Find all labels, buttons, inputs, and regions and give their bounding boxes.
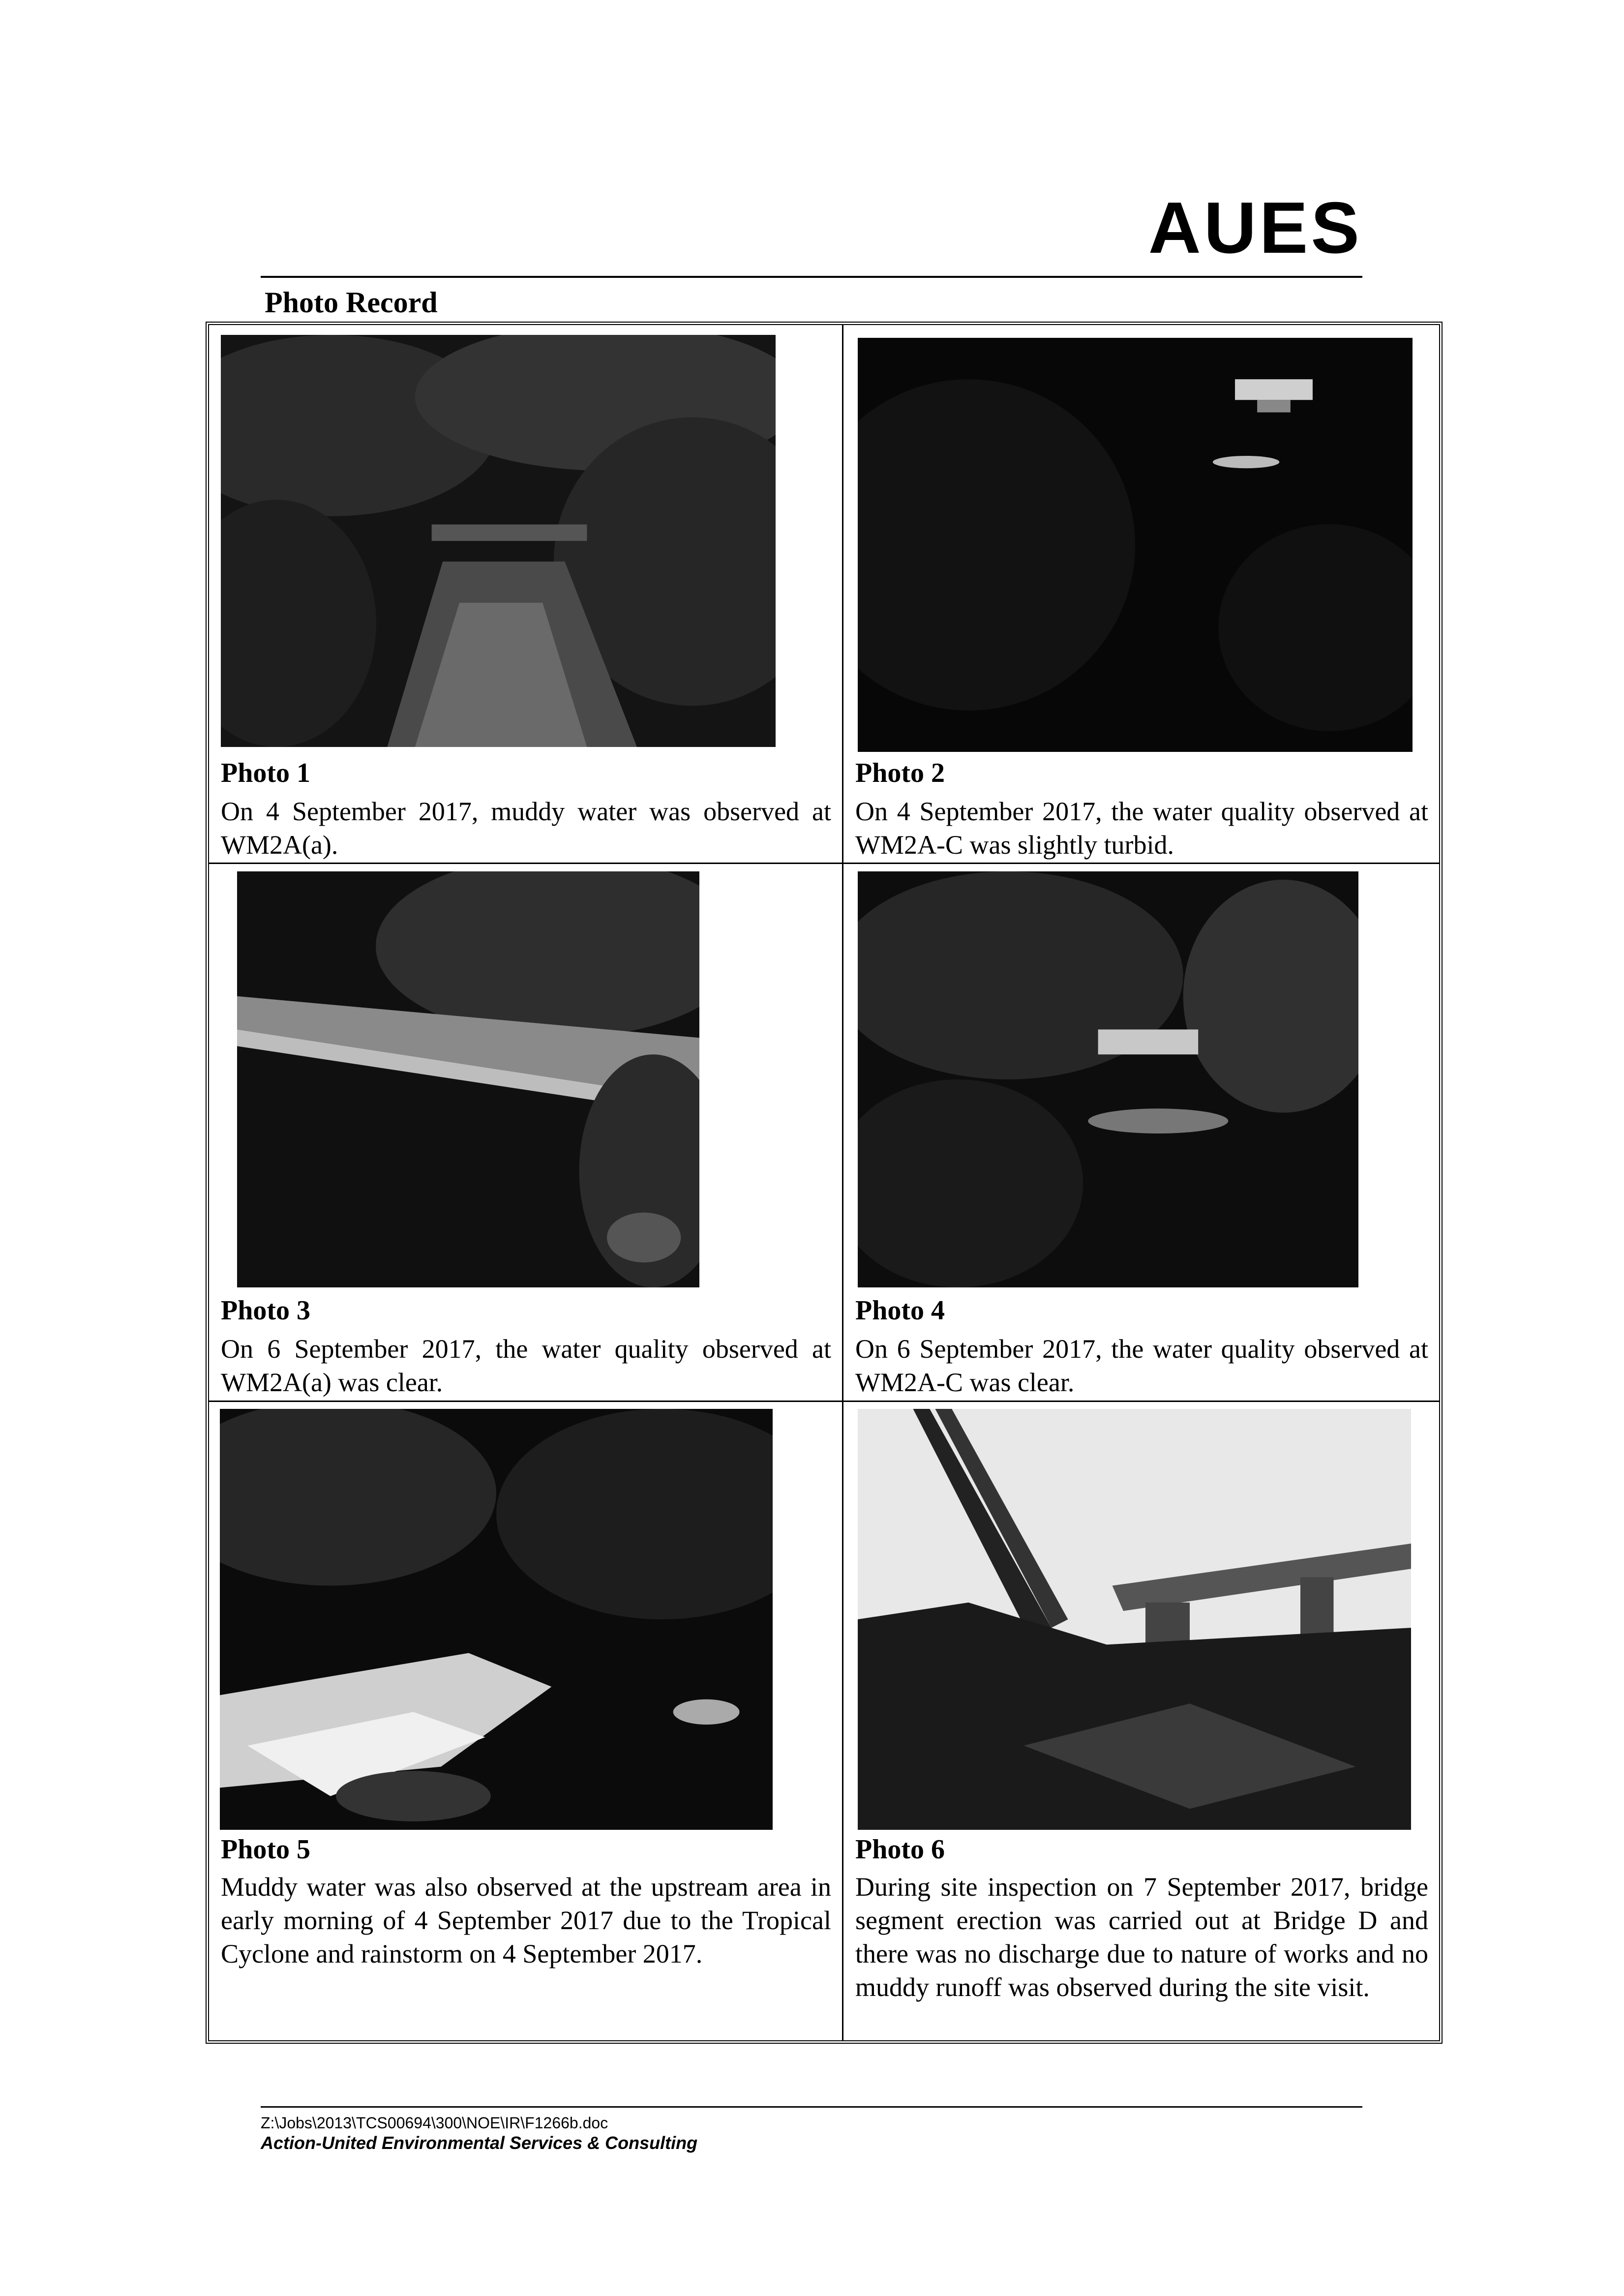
photo-cell-2 — [843, 325, 1439, 864]
photo-2-title: Photo 2 — [855, 758, 945, 788]
header-divider — [261, 276, 1362, 278]
photo-6-image — [858, 1409, 1411, 1830]
photo-1-caption: On 4 September 2017, muddy water was observed at WM2A(a). — [221, 797, 831, 860]
photo-2-image — [858, 338, 1413, 752]
photo-cell-3 — [209, 864, 843, 1402]
photo-3-caption: On 6 September 2017, the water quality observed at WM2A(a) was clear. — [221, 1334, 831, 1397]
photo-cell-6 — [843, 1402, 1439, 2040]
photo-5-caption: Muddy water was also observed at the upstream area in early morning of 4 September 2017 due to the Tropical Cyclone and rainstorm on 4 September 2017. — [221, 1872, 831, 1968]
footer-file-path: Z:\Jobs\2013\TCS00694\300\NOE\IR\F1266b.doc — [261, 2114, 608, 2132]
photo-cell-4 — [843, 864, 1439, 1402]
photo-4-image — [858, 871, 1358, 1287]
photo-4-title: Photo 4 — [855, 1295, 945, 1326]
photo-cell-1 — [209, 325, 843, 864]
photo-4-caption: On 6 September 2017, the water quality observed at WM2A-C was clear. — [855, 1334, 1428, 1397]
page-title: Photo Record — [265, 286, 438, 319]
photo-cell-5 — [209, 1402, 843, 2040]
footer-company-name: Action-United Environmental Services & Consulting — [261, 2133, 698, 2153]
photo-6-title: Photo 6 — [855, 1834, 945, 1865]
photo-6-caption: During site inspection on 7 September 2017, bridge segment erection was carried out at Bridge D and there was no discharge due to nature of works and no muddy runoff was observed during the site visit. — [855, 1872, 1428, 2002]
photo-record-table — [206, 322, 1443, 2044]
photo-5-image — [220, 1409, 773, 1830]
company-logo: AUES — [1148, 187, 1362, 268]
photo-2-caption: On 4 September 2017, the water quality observed at WM2A-C was slightly turbid. — [855, 797, 1428, 860]
photo-1-image — [221, 335, 776, 747]
photo-3-image — [237, 871, 699, 1287]
photo-1-title: Photo 1 — [221, 758, 310, 788]
photo-5-title: Photo 5 — [221, 1834, 310, 1865]
footer-divider — [261, 2106, 1362, 2108]
photo-3-title: Photo 3 — [221, 1295, 310, 1326]
